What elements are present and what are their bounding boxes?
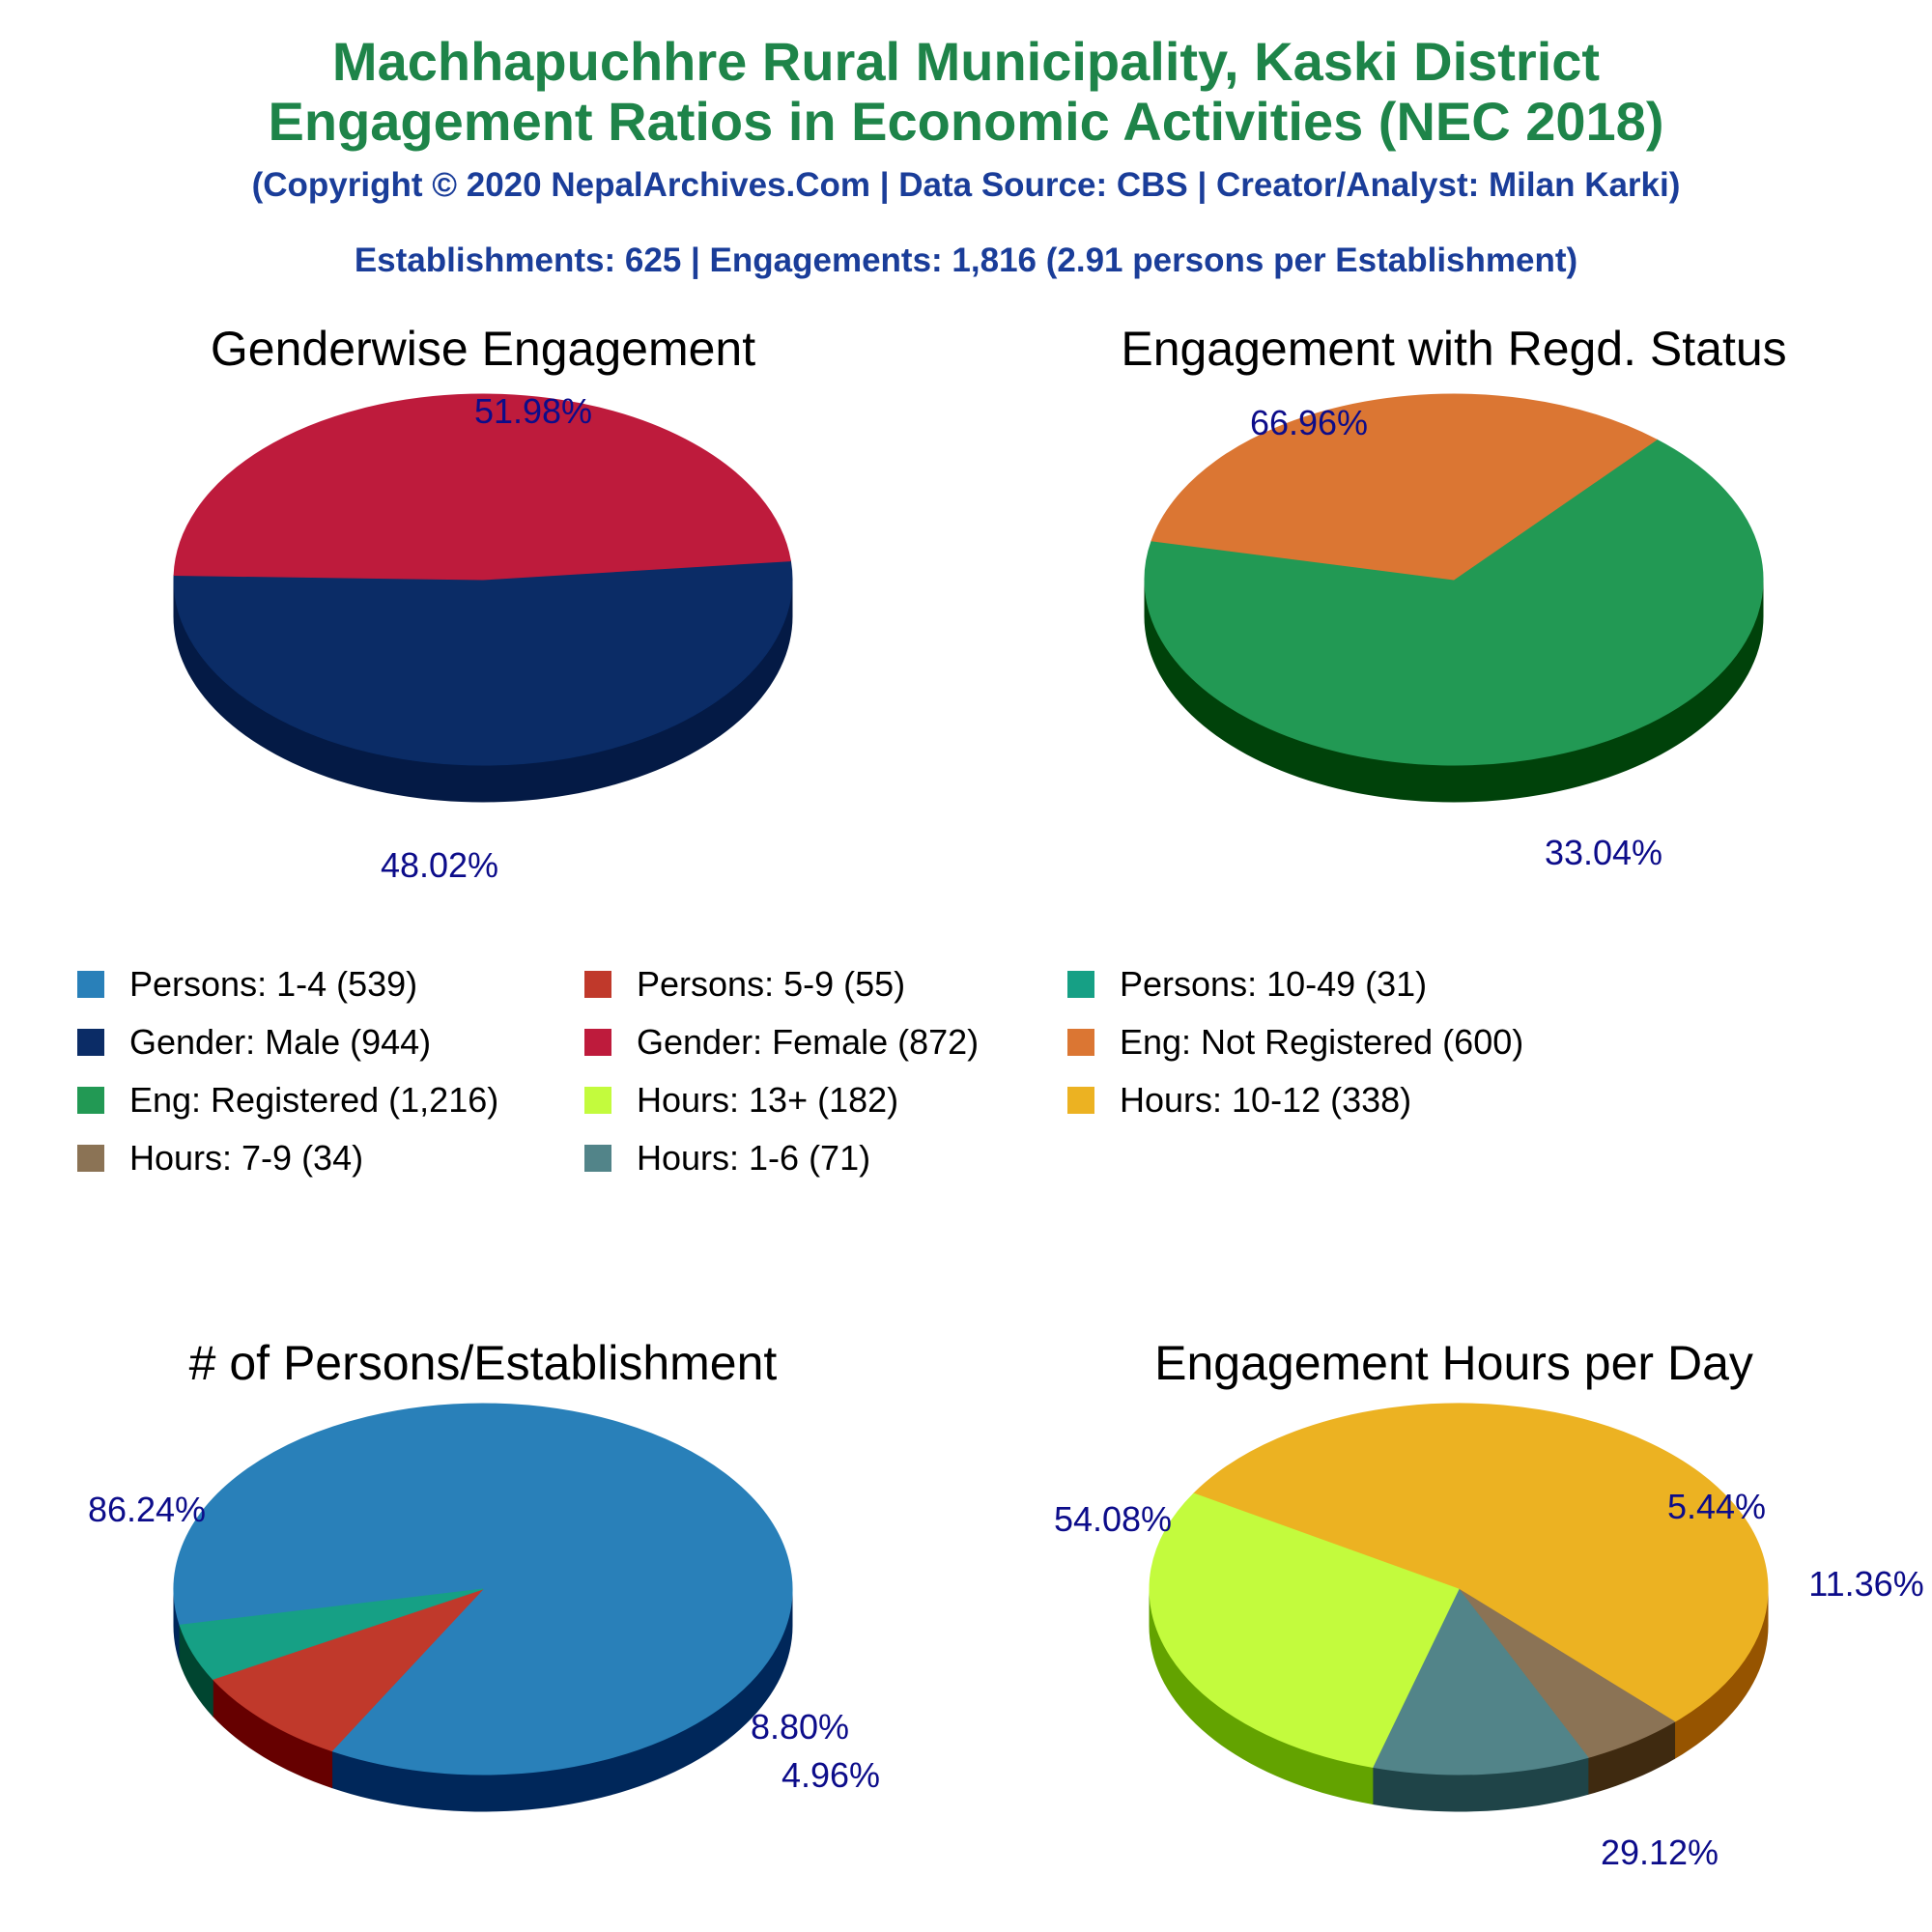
legend-label: Hours: 1-6 (71) bbox=[637, 1138, 871, 1178]
legend-swatch bbox=[77, 1087, 104, 1114]
legend-swatch bbox=[584, 1145, 611, 1172]
legend-label: Hours: 10-12 (338) bbox=[1120, 1080, 1412, 1120]
legend-swatch bbox=[77, 1145, 104, 1172]
legend-label: Persons: 10-49 (31) bbox=[1120, 964, 1428, 1004]
legend-item bbox=[77, 962, 417, 1007]
legend-item bbox=[1067, 1078, 1411, 1122]
pie-slice-label: 66.96% bbox=[1249, 403, 1369, 442]
pie-title: # of Persons/Establishment bbox=[188, 1336, 778, 1390]
legend-label: Gender: Female (872) bbox=[637, 1022, 980, 1062]
pie-chart bbox=[174, 322, 792, 885]
legend-item bbox=[584, 1136, 870, 1180]
legend-item bbox=[1067, 962, 1427, 1007]
legend-swatch bbox=[584, 1087, 611, 1114]
legend-label: Eng: Registered (1,216) bbox=[129, 1080, 499, 1120]
legend-label: Persons: 1-4 (539) bbox=[129, 964, 418, 1004]
legend-swatch bbox=[584, 971, 611, 998]
legend-swatch bbox=[1067, 1029, 1094, 1056]
pie-slice-label: 4.96% bbox=[781, 1755, 881, 1795]
main-title-line1: Machhapuchhre Rural Municipality, Kaski District bbox=[331, 31, 1601, 92]
legend-label: Gender: Male (944) bbox=[129, 1022, 432, 1062]
legend-item bbox=[584, 1020, 979, 1065]
pie-chart bbox=[1054, 1336, 1924, 1872]
pie-slice-label: 8.80% bbox=[750, 1707, 850, 1747]
copyright-line: (Copyright © 2020 NepalArchives.Com | Data Source: CBS | Creator/Analyst: Milan Karki) bbox=[251, 166, 1681, 204]
legend-item bbox=[77, 1078, 498, 1122]
legend-label: Eng: Not Registered (600) bbox=[1120, 1022, 1524, 1062]
pie-title: Genderwise Engagement bbox=[210, 322, 756, 376]
legend-swatch bbox=[1067, 1087, 1094, 1114]
pie-slice-label: 48.02% bbox=[380, 845, 499, 885]
pie-slice-label: 11.36% bbox=[1808, 1564, 1924, 1604]
legend-label: Hours: 13+ (182) bbox=[637, 1080, 899, 1120]
pie-chart bbox=[1121, 322, 1786, 872]
pie-slice-label: 5.44% bbox=[1666, 1487, 1767, 1526]
legend-swatch bbox=[77, 971, 104, 998]
legend-swatch bbox=[584, 1029, 611, 1056]
legend-swatch bbox=[1067, 971, 1094, 998]
pie-title: Engagement with Regd. Status bbox=[1121, 322, 1787, 376]
pie-slice-label: 51.98% bbox=[473, 391, 593, 431]
legend-item bbox=[1067, 1020, 1523, 1065]
legend-swatch bbox=[77, 1029, 104, 1056]
pie-title: Engagement Hours per Day bbox=[1154, 1336, 1753, 1390]
pie-slice-label: 86.24% bbox=[87, 1490, 207, 1529]
pie-slice-label: 33.04% bbox=[1544, 833, 1663, 872]
legend-item bbox=[77, 1136, 363, 1180]
summary-line: Establishments: 625 | Engagements: 1,816 (2.91 persons per Establishment) bbox=[354, 242, 1578, 279]
legend-item bbox=[584, 962, 905, 1007]
pie-chart bbox=[88, 1336, 880, 1811]
pie-slice-label: 54.08% bbox=[1053, 1499, 1173, 1539]
legend-label: Persons: 5-9 (55) bbox=[637, 964, 906, 1004]
legend-item bbox=[584, 1078, 898, 1122]
main-title-line2: Engagement Ratios in Economic Activities (NEC 2018) bbox=[268, 91, 1664, 152]
pie-slice-label: 29.12% bbox=[1600, 1833, 1719, 1872]
legend-label: Hours: 7-9 (34) bbox=[129, 1138, 364, 1178]
legend-item bbox=[77, 1020, 431, 1065]
